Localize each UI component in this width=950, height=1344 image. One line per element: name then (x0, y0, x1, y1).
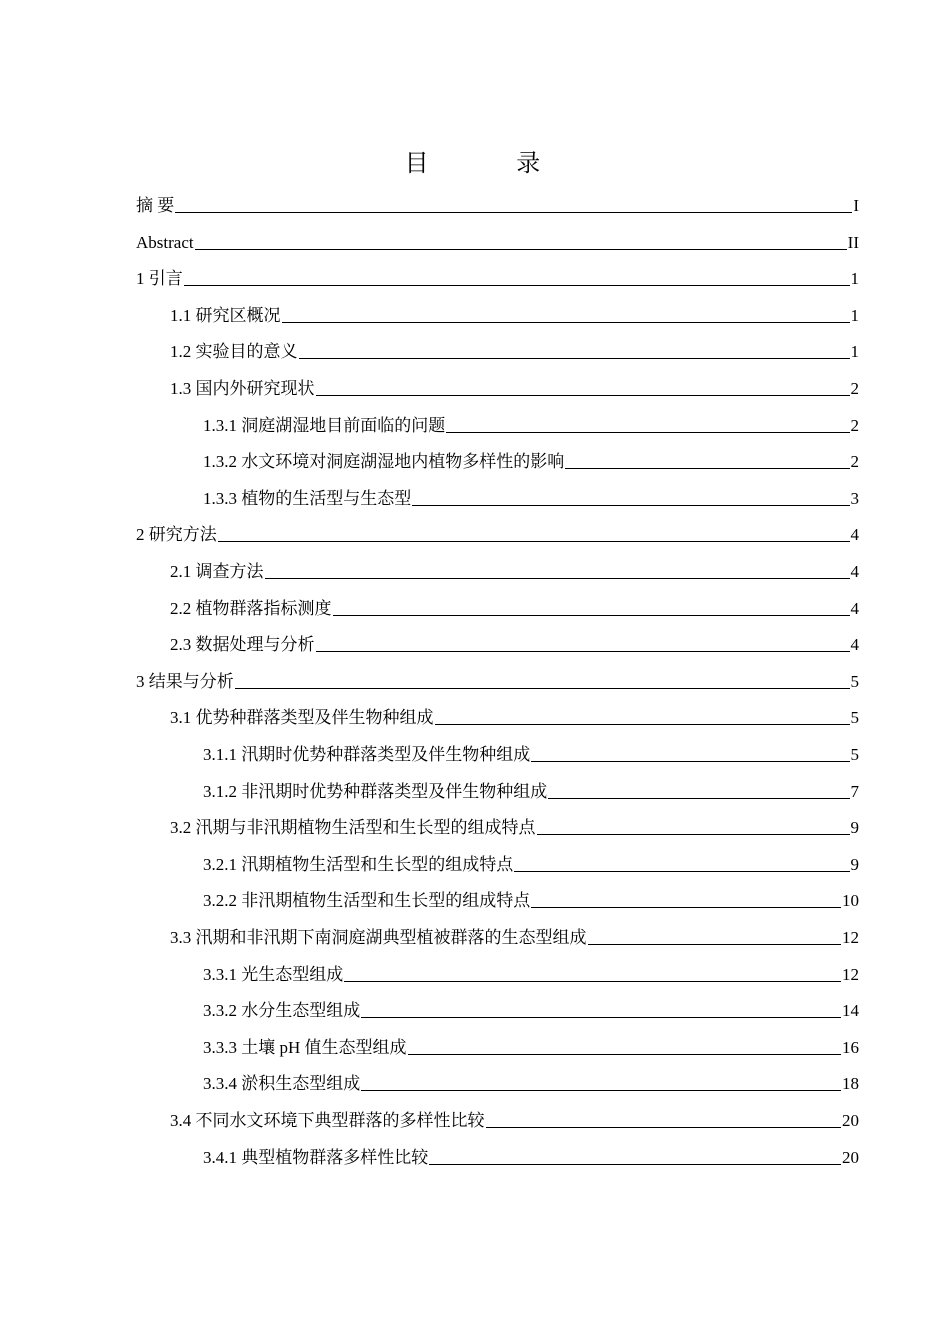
toc-entry-label: 1.3.3 植物的生活型与生态型 (203, 488, 412, 508)
toc-entry[interactable] (170, 584, 859, 620)
toc-entry-page-number: II (847, 232, 859, 252)
toc-entry-page-number: 5 (850, 745, 859, 764)
toc-entry-page-number: 9 (850, 854, 859, 874)
toc-entry-page-number: 4 (850, 525, 859, 545)
toc-leader-line (408, 1053, 841, 1055)
toc-entry[interactable] (170, 913, 859, 949)
toc-leader-line (299, 357, 850, 359)
toc-entry[interactable] (136, 254, 859, 290)
toc-entry-page-number: 4 (850, 635, 859, 655)
toc-entry[interactable] (136, 657, 859, 693)
toc-entry-page-number: 3 (850, 488, 859, 508)
toc-leader-line (588, 943, 842, 945)
toc-entry-label: 3.1.2 非汛期时优势种群落类型及伴生物种组成 (203, 781, 548, 801)
toc-entry-label: 3.1.1 汛期时优势种群落类型及伴生物种组成 (203, 745, 531, 764)
toc-entry-label: 3.2 汛期与非汛期植物生活型和生长型的组成特点 (170, 818, 536, 838)
toc-entry-page-number: 14 (842, 1001, 859, 1021)
toc-entry-page-number: 18 (842, 1074, 859, 1094)
toc-entry[interactable] (136, 181, 859, 217)
toc-entry-label: 3.3.3 土壤 pH 值生态型组成 (203, 1037, 407, 1057)
toc-leader-line (531, 760, 849, 762)
toc-entry-page-number: 2 (850, 379, 859, 398)
toc-entry-page-number: 4 (850, 598, 859, 618)
toc-leader-line (412, 504, 849, 506)
toc-entry[interactable] (136, 510, 859, 546)
toc-entry-page-number: 16 (842, 1037, 859, 1057)
toc-leader-line (531, 906, 841, 908)
toc-leader-line (435, 723, 850, 725)
toc-entry-label: 3.2.1 汛期植物生活型和生长型的组成特点 (203, 854, 514, 874)
toc-entry[interactable] (203, 950, 859, 986)
toc-entry[interactable] (170, 547, 859, 583)
toc-entry-page-number: 20 (842, 1111, 859, 1130)
toc-entry[interactable] (170, 327, 859, 363)
toc-entry-label: 1.3 国内外研究现状 (170, 379, 315, 398)
toc-entry[interactable] (203, 876, 859, 912)
toc-entry[interactable] (170, 803, 859, 839)
toc-entry-page-number: 5 (850, 671, 859, 691)
toc-leader-line (316, 650, 850, 652)
toc-entry-label: 3.3.2 水分生态型组成 (203, 1001, 361, 1021)
toc-entry[interactable] (203, 474, 859, 510)
toc-entry[interactable] (203, 1133, 859, 1169)
toc-entry-page-number: 9 (850, 818, 859, 838)
toc-entry-label: 3 结果与分析 (136, 671, 234, 691)
toc-entry[interactable] (203, 767, 859, 803)
toc-entry-page-number: 10 (842, 891, 859, 911)
toc-entry-page-number: 4 (850, 562, 859, 581)
toc-leader-line (446, 431, 849, 433)
toc-entry-page-number: I (853, 196, 859, 215)
toc-entry[interactable] (170, 620, 859, 656)
toc-leader-line (218, 540, 850, 542)
toc-entry[interactable] (170, 291, 859, 327)
toc-entry-page-number: 5 (850, 708, 859, 728)
toc-entry-label: 3.3 汛期和非汛期下南洞庭湖典型植被群落的生态型组成 (170, 928, 587, 947)
toc-leader-line (514, 870, 849, 872)
toc-entry-label: 2.3 数据处理与分析 (170, 635, 315, 655)
toc-entry-page-number: 20 (842, 1147, 859, 1167)
toc-leader-line (175, 211, 852, 213)
toc-title: 目 录 (404, 149, 581, 177)
toc-leader-line (361, 1089, 841, 1091)
toc-entry-page-number: 7 (850, 781, 859, 801)
toc-entry-label: Abstract (136, 232, 194, 252)
toc-entry[interactable] (203, 401, 859, 437)
toc-entry-label: 3.4 不同水文环境下典型群落的多样性比较 (170, 1111, 485, 1130)
toc-entry-label: 1.1 研究区概况 (170, 305, 281, 325)
toc-entry-label: 2 研究方法 (136, 525, 217, 545)
toc-leader-line (486, 1126, 842, 1128)
toc-entry-label: 2.2 植物群落指标测度 (170, 598, 332, 618)
toc-entry[interactable] (203, 1023, 859, 1059)
toc-leader-line (537, 833, 850, 835)
toc-entry-label: 3.3.4 淤积生态型组成 (203, 1074, 361, 1094)
toc-leader-line (235, 687, 850, 689)
toc-entry-page-number: 1 (850, 269, 859, 289)
toc-leader-line (195, 248, 847, 250)
toc-entry-label: 3.1 优势种群落类型及伴生物种组成 (170, 708, 434, 728)
toc-entry[interactable] (136, 218, 859, 254)
toc-leader-line (361, 1016, 841, 1018)
toc-entry-page-number: 12 (842, 928, 859, 947)
toc-entry-label: 2.1 调查方法 (170, 562, 264, 581)
toc-leader-line (265, 577, 850, 579)
toc-entry-page-number: 1 (850, 342, 859, 362)
toc-entry-page-number: 2 (850, 452, 859, 472)
toc-leader-line (333, 614, 850, 616)
toc-entry-page-number: 1 (850, 305, 859, 325)
toc-entry-label: 1.3.1 洞庭湖湿地目前面临的问题 (203, 415, 446, 435)
toc-entry[interactable] (203, 840, 859, 876)
toc-leader-line (548, 797, 849, 799)
toc-entry[interactable] (203, 1059, 859, 1095)
toc-entry-label: 摘 要 (136, 196, 175, 215)
toc-entry-label: 1.2 实验目的意义 (170, 342, 298, 362)
toc-entry-label: 1.3.2 水文环境对洞庭湖湿地内植物多样性的影响 (203, 452, 565, 472)
toc-leader-line (429, 1163, 841, 1165)
toc-leader-line (184, 284, 850, 286)
toc-leader-line (344, 980, 841, 982)
toc-entry-page-number: 2 (850, 415, 859, 435)
toc-leader-line (282, 321, 850, 323)
toc-entry[interactable] (170, 364, 859, 400)
toc-entry[interactable] (203, 986, 859, 1022)
toc-entry-label: 3.3.1 光生态型组成 (203, 964, 344, 984)
toc-entry[interactable] (170, 1096, 859, 1132)
toc-entry[interactable] (170, 693, 859, 729)
toc-leader-line (565, 467, 849, 469)
toc-entry-page-number: 12 (842, 964, 859, 984)
toc-entry-label: 3.4.1 典型植物群落多样性比较 (203, 1147, 429, 1167)
toc-entry[interactable] (203, 437, 859, 473)
toc-entry[interactable] (203, 730, 859, 766)
toc-leader-line (316, 394, 850, 396)
toc-entry-label: 3.2.2 非汛期植物生活型和生长型的组成特点 (203, 891, 531, 911)
toc-entry-label: 1 引言 (136, 269, 183, 289)
